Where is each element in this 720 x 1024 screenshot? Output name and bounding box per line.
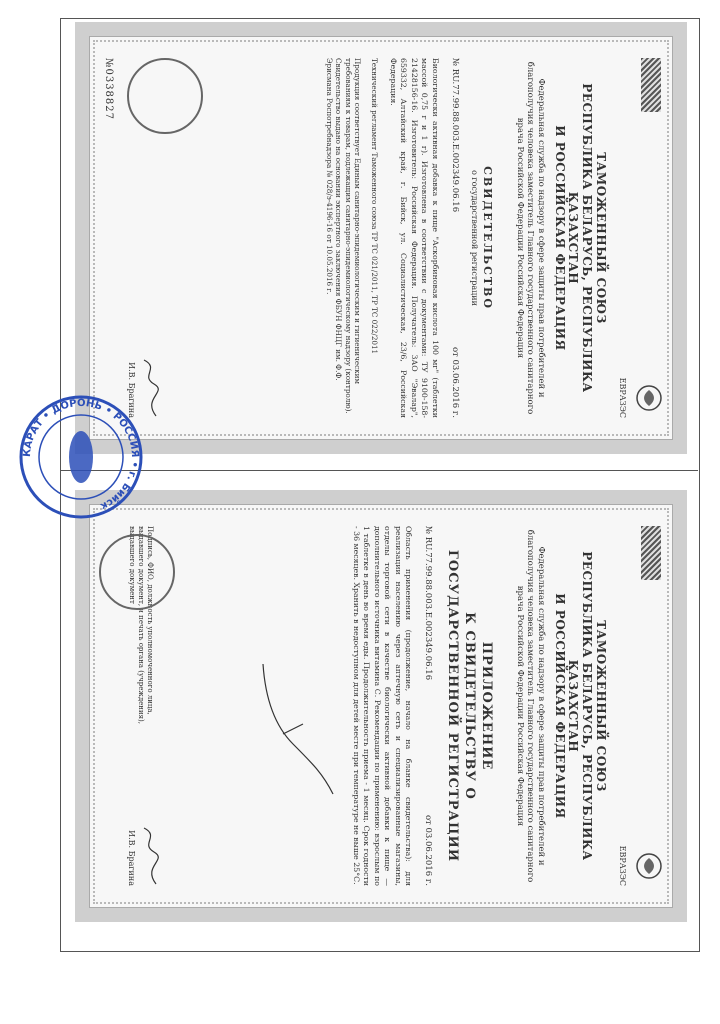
regulation-text: Технический регламент Таможенного союза ТР ТС 021/2011, ТР ТС 022/2011 — [370, 58, 380, 355]
signature-row — [127, 58, 203, 418]
registration-date: 03.06.2016 г. — [449, 359, 460, 418]
appendix-title — [443, 526, 494, 886]
org-line-2: РЕСПУБЛИКА БЕЛАРУСЬ, РЕСПУБЛИКА КАЗАХСТАН — [566, 551, 595, 861]
org-name — [552, 526, 607, 886]
eurasec-logo — [618, 846, 663, 886]
eurasec-emblem-icon — [629, 378, 663, 418]
official-seal — [99, 534, 175, 610]
org-line-3: И РОССИЙСКАЯ ФЕДЕРАЦИЯ — [552, 593, 567, 819]
document-subtitle: о государственной регистрации — [469, 170, 479, 306]
registration-date: 03.06.2016 г. — [423, 827, 434, 886]
handwritten-mark — [253, 654, 343, 804]
security-pattern-icon — [641, 526, 661, 580]
document-title: СВИДЕТЕЛЬСТВО — [480, 166, 494, 310]
signatory-name: И.В. Брагина — [127, 362, 136, 418]
scope-text: Продукция соответствует Единым санитарно-эпидемиологическим и гигиеническим требованиям к товарам, подлежащим санитарно-эпидемиологическому надзору (контролю). Свидетельство выдано на основании экспертного заключения ФБУН ФНЦГ им. Ф.Ф. Эрисмана Роспотребнадзора № 028/э-4196-16 от 10.05.2016 г. — [324, 58, 362, 414]
org-line-1: ТАМОЖЕННЫЙ СОЮЗ — [594, 620, 608, 792]
agency-text: Федеральная служба по надзору в сфере защиты прав потребителей и благополучия человека заместитель Главного государственного санитарного врача Российской Федерации Российская Федерация — [514, 61, 546, 415]
appendix-body: Область применения (продолжение, начало на бланке свидетельства): для реализации населению через аптечную сеть и специализированные магазины, отделы торговой сети в качестве биологически активной добавки к пище — дополнительного источника витамина С. Рекомендации по применению: взрослым по 1 таблетке в день во время еды. Продолжительность приема - 1 месяц. Срок годности - 36 месяцев. Хранить в недоступном для детей месте при температуре не выше 25°С. — [351, 526, 414, 886]
date-prefix: от — [423, 814, 434, 825]
fold-line — [60, 470, 698, 471]
signature-icon — [138, 826, 162, 886]
appendix-page — [75, 490, 687, 922]
signatory-note: Подпись, ФИО, должность уполномоченного лица, выдавшего документ, и печать органа (учреждения), выдавшего документ — [128, 526, 155, 724]
registration-number-line — [423, 526, 433, 886]
signatory-name: И.В. Брагина — [127, 830, 136, 886]
official-seal — [127, 58, 203, 134]
logo-text: ЕВРАЗЭС — [618, 377, 627, 418]
appendix-title-line-1: ПРИЛОЖЕНИЕ — [478, 641, 494, 771]
company-stamp — [16, 392, 146, 522]
registration-number-line — [450, 58, 460, 418]
registration-number: № RU.77.99.88.003.E.002349.06.16 — [449, 58, 460, 213]
certificate-page — [75, 22, 687, 454]
org-line-2: РЕСПУБЛИКА БЕЛАРУСЬ, РЕСПУБЛИКА КАЗАХСТАН — [566, 83, 595, 393]
blue-stamp-icon — [16, 392, 146, 522]
agency-text: Федеральная служба по надзору в сфере защиты прав потребителей и благополучия человека заместитель Главного государственного санитарного врача Российской Федерации Российская Федерация — [514, 529, 546, 883]
org-name — [552, 58, 607, 418]
eurasec-logo — [618, 378, 663, 418]
org-line-3: И РОССИЙСКАЯ ФЕДЕРАЦИЯ — [552, 125, 567, 351]
eurasec-emblem-icon — [629, 846, 663, 886]
date-prefix: от — [449, 346, 460, 357]
stamp-text: КАРАТ • ДОРОНЬ • РОССИЯ • г. Бийск — [21, 397, 141, 512]
security-pattern-icon — [641, 58, 661, 112]
appendix-title-line-2: К СВИДЕТЕЛЬСТВУ О ГОСУДАРСТВЕННОЙ РЕГИСТРАЦИИ — [445, 549, 478, 863]
logo-text: ЕВРАЗЭС — [618, 845, 627, 886]
org-line-1: ТАМОЖЕННЫЙ СОЮЗ — [594, 152, 608, 324]
product-description: Биологически активная добавка к пище "Аскорбиновая кислота 100 мг" (таблетки массой 0,75 г и 1 г). Изготовлена в соответствии с документами: ТУ 9100-158-21428156-16. Изготовитель: Российская Федерация. Получатель: ЗАО "Эвалар", 659332, Алтайский край, г. Бийск, ул. Социалистическая, 23/6, Российская Федерация. — [388, 58, 440, 418]
serial-number: №0338827 — [103, 58, 114, 120]
registration-number: № RU.77.99.88.003.E.002349.06.16 — [423, 526, 434, 681]
